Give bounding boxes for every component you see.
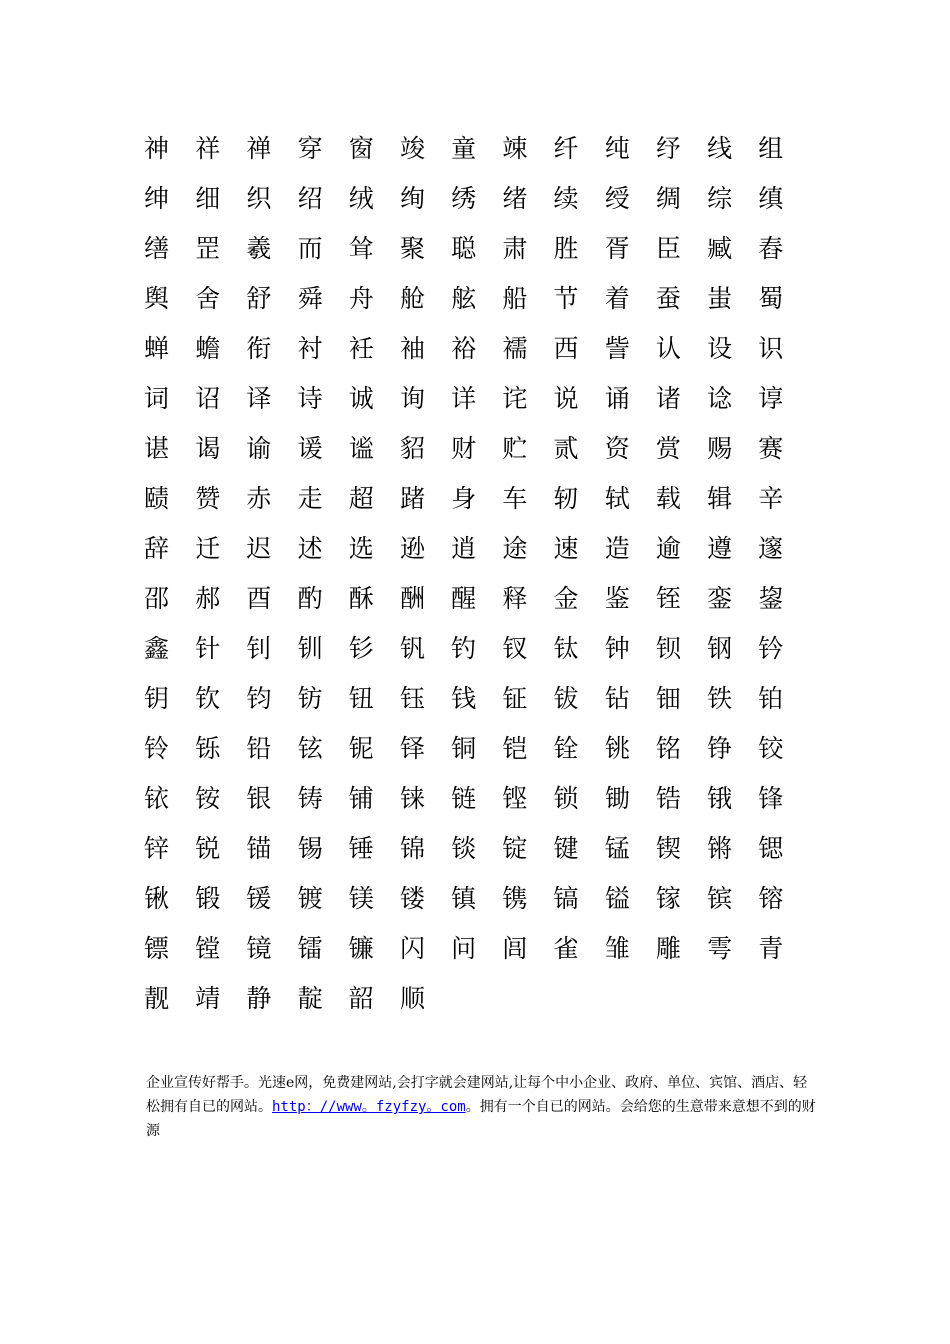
char-cell: 金 [553, 584, 579, 613]
char-row [144, 924, 824, 974]
char-cell: 钦 [195, 684, 221, 713]
char-cell: 禅 [246, 134, 272, 163]
char-cell: 訾 [604, 334, 630, 363]
char-cell: 铚 [655, 584, 681, 613]
char-cell: 遵 [707, 534, 733, 563]
footer-paragraph [146, 1071, 816, 1143]
footer-text-after: 。拥有一个自已的网站。会给您的生意带来意想不到的财源 [146, 1099, 816, 1139]
char-cell: 钲 [502, 684, 528, 713]
char-cell: 诧 [502, 384, 528, 413]
char-cell: 铅 [246, 734, 272, 763]
char-cell: 钻 [604, 684, 630, 713]
char-cell: 钰 [399, 684, 425, 713]
char-cell: 辑 [707, 484, 733, 513]
char-cell: 衔 [246, 334, 272, 363]
char-cell: 诸 [655, 384, 681, 413]
char-row [144, 524, 824, 574]
footer-text-before: 企业宣传好帮手。光速e网，免费建网站,会打字就会建网站,让每个中小企业、政府、单位、宾馆、酒店、轻松拥有自已的网站。 [146, 1075, 808, 1115]
char-cell: 钫 [297, 684, 323, 713]
char-cell: 钱 [451, 684, 477, 713]
char-cell: 速 [553, 534, 579, 563]
char-row [144, 124, 824, 174]
char-cell: 镔 [707, 884, 733, 913]
char-cell: 闾 [502, 934, 528, 963]
char-cell: 钢 [707, 634, 733, 663]
char-cell: 铜 [451, 734, 477, 763]
char-cell: 线 [707, 134, 733, 163]
char-cell: 郝 [195, 584, 221, 613]
char-cell: 谆 [758, 384, 784, 413]
char-cell: 镌 [502, 884, 528, 913]
char-cell: 铮 [707, 734, 733, 763]
char-cell: 钛 [553, 634, 579, 663]
char-cell: 闪 [399, 934, 425, 963]
char-cell: 锶 [758, 834, 784, 863]
char-cell: 舍 [195, 284, 221, 313]
char-cell: 锲 [655, 834, 681, 863]
char-cell: 综 [707, 184, 733, 213]
char-cell: 铰 [758, 734, 784, 763]
footer-link[interactable]: http：//www。fzyfzy。com [272, 1099, 466, 1115]
char-cell: 蚕 [655, 284, 681, 313]
char-cell: 述 [297, 534, 323, 563]
char-cell: 赏 [655, 434, 681, 463]
char-cell: 衽 [348, 334, 374, 363]
char-cell: 酌 [297, 584, 323, 613]
char-row [144, 874, 824, 924]
char-cell: 舂 [758, 234, 784, 263]
char-cell: 诗 [297, 384, 323, 413]
char-cell: 铫 [604, 734, 630, 763]
char-cell: 罡 [195, 234, 221, 263]
char-cell: 衬 [297, 334, 323, 363]
char-row [144, 374, 824, 424]
char-cell: 肃 [502, 234, 528, 263]
char-cell: 铿 [502, 784, 528, 813]
char-row [144, 824, 824, 874]
char-cell: 镇 [451, 884, 477, 913]
char-cell: 静 [246, 984, 272, 1013]
char-cell: 载 [655, 484, 681, 513]
char-cell: 铂 [758, 684, 784, 713]
char-cell: 绶 [604, 184, 630, 213]
char-row [144, 774, 824, 824]
char-cell: 选 [348, 534, 374, 563]
char-cell: 镭 [297, 934, 323, 963]
char-cell: 舟 [348, 284, 374, 313]
char-cell: 镓 [655, 884, 681, 913]
char-cell: 词 [144, 384, 170, 413]
char-cell: 西 [553, 334, 579, 363]
char-cell: 锹 [144, 884, 170, 913]
char-cell: 钏 [297, 634, 323, 663]
char-cell: 绪 [502, 184, 528, 213]
char-cell: 钡 [655, 634, 681, 663]
char-cell: 财 [451, 434, 477, 463]
char-cell: 键 [553, 834, 579, 863]
char-row [144, 224, 824, 274]
char-cell: 蟾 [195, 334, 221, 363]
char-row [144, 674, 824, 724]
char-row [144, 474, 824, 524]
char-cell: 辞 [144, 534, 170, 563]
char-cell: 资 [604, 434, 630, 463]
char-cell: 组 [758, 134, 784, 163]
char-cell: 铨 [553, 734, 579, 763]
char-cell: 酉 [246, 584, 272, 613]
char-cell: 钐 [348, 634, 374, 663]
char-cell: 锭 [502, 834, 528, 863]
char-cell: 锤 [348, 834, 374, 863]
char-cell: 绣 [451, 184, 477, 213]
char-cell: 走 [297, 484, 323, 513]
char-cell: 着 [604, 284, 630, 313]
char-cell: 耸 [348, 234, 374, 263]
char-cell: 窗 [348, 134, 374, 163]
char-cell: 铸 [297, 784, 323, 813]
char-cell: 识 [758, 334, 784, 363]
char-cell: 锡 [297, 834, 323, 863]
char-cell: 谕 [246, 434, 272, 463]
char-cell: 译 [246, 384, 272, 413]
char-cell: 镗 [195, 934, 221, 963]
char-cell: 镖 [144, 934, 170, 963]
char-cell: 胥 [604, 234, 630, 263]
char-cell: 锾 [246, 884, 272, 913]
char-cell: 邵 [144, 584, 170, 613]
char-cell: 绚 [399, 184, 425, 213]
char-cell: 绍 [297, 184, 323, 213]
char-cell: 纾 [655, 134, 681, 163]
char-cell: 铉 [297, 734, 323, 763]
char-row [144, 324, 824, 374]
char-cell: 镰 [348, 934, 374, 963]
char-cell: 逊 [399, 534, 425, 563]
char-cell: 询 [399, 384, 425, 413]
char-cell: 钧 [246, 684, 272, 713]
char-cell: 舆 [144, 284, 170, 313]
char-cell: 蚩 [707, 284, 733, 313]
char-cell: 造 [604, 534, 630, 563]
char-cell: 醒 [451, 584, 477, 613]
char-cell: 钒 [399, 634, 425, 663]
character-grid [144, 124, 824, 1024]
char-cell: 缮 [144, 234, 170, 263]
char-cell: 舱 [399, 284, 425, 313]
char-cell: 迁 [195, 534, 221, 563]
char-cell: 雏 [604, 934, 630, 963]
char-cell: 赜 [144, 484, 170, 513]
char-cell: 铎 [399, 734, 425, 763]
char-cell: 迟 [246, 534, 272, 563]
char-cell: 绅 [144, 184, 170, 213]
char-cell: 赤 [246, 484, 272, 513]
char-cell: 神 [144, 134, 170, 163]
char-cell: 银 [246, 784, 272, 813]
char-cell: 超 [348, 484, 374, 513]
char-cell: 详 [451, 384, 477, 413]
char-cell: 锄 [604, 784, 630, 813]
char-cell: 赞 [195, 484, 221, 513]
char-cell: 貂 [399, 434, 425, 463]
char-cell: 锰 [604, 834, 630, 863]
char-cell: 镕 [758, 884, 784, 913]
char-row [144, 174, 824, 224]
char-cell: 锦 [399, 834, 425, 863]
char-cell: 轼 [604, 484, 630, 513]
char-cell: 说 [553, 384, 579, 413]
char-cell: 锇 [707, 784, 733, 813]
char-cell: 赐 [707, 434, 733, 463]
char-cell: 铵 [195, 784, 221, 813]
char-cell: 链 [451, 784, 477, 813]
char-cell: 钊 [246, 634, 272, 663]
char-cell: 钿 [655, 684, 681, 713]
char-cell: 酬 [399, 584, 425, 613]
char-cell: 车 [502, 484, 528, 513]
char-cell: 舷 [451, 284, 477, 313]
char-cell: 织 [246, 184, 272, 213]
char-cell: 钹 [553, 684, 579, 713]
char-cell: 赛 [758, 434, 784, 463]
char-cell: 胜 [553, 234, 579, 263]
char-cell: 逍 [451, 534, 477, 563]
char-cell: 钟 [604, 634, 630, 663]
char-cell: 钮 [348, 684, 374, 713]
char-cell: 钤 [758, 634, 784, 663]
char-cell: 绸 [655, 184, 681, 213]
char-cell: 贮 [502, 434, 528, 463]
char-cell: 谒 [195, 434, 221, 463]
char-cell: 舒 [246, 284, 272, 313]
char-cell: 纯 [604, 134, 630, 163]
char-cell: 锋 [758, 784, 784, 813]
char-cell: 缜 [758, 184, 784, 213]
char-cell: 锆 [655, 784, 681, 813]
char-cell: 踷 [399, 484, 425, 513]
char-cell: 船 [502, 284, 528, 313]
char-cell: 酥 [348, 584, 374, 613]
char-cell: 臣 [655, 234, 681, 263]
char-cell: 身 [451, 484, 477, 513]
char-cell: 针 [195, 634, 221, 663]
char-cell: 诏 [195, 384, 221, 413]
char-cell: 辛 [758, 484, 784, 513]
char-cell: 竦 [502, 134, 528, 163]
char-row [144, 974, 824, 1024]
char-cell: 臧 [707, 234, 733, 263]
char-row [144, 624, 824, 674]
char-cell: 问 [451, 934, 477, 963]
char-cell: 羲 [246, 234, 272, 263]
char-row [144, 574, 824, 624]
char-cell: 镜 [246, 934, 272, 963]
char-cell: 鋆 [758, 584, 784, 613]
char-cell: 绒 [348, 184, 374, 213]
char-cell: 鉴 [604, 584, 630, 613]
char-cell: 袖 [399, 334, 425, 363]
char-row [144, 274, 824, 324]
char-cell: 释 [502, 584, 528, 613]
char-cell: 钥 [144, 684, 170, 713]
char-cell: 蝉 [144, 334, 170, 363]
char-cell: 钗 [502, 634, 528, 663]
char-cell: 续 [553, 184, 579, 213]
char-cell: 锚 [246, 834, 272, 863]
char-cell: 镂 [399, 884, 425, 913]
char-cell: 谌 [144, 434, 170, 463]
char-row [144, 724, 824, 774]
char-cell: 襦 [502, 334, 528, 363]
char-cell: 聚 [399, 234, 425, 263]
char-cell: 铭 [655, 734, 681, 763]
char-cell: 锻 [195, 884, 221, 913]
char-cell: 钓 [451, 634, 477, 663]
char-cell: 铃 [144, 734, 170, 763]
char-cell: 铺 [348, 784, 374, 813]
char-cell: 贰 [553, 434, 579, 463]
char-cell: 轫 [553, 484, 579, 513]
char-cell: 而 [297, 234, 323, 263]
char-cell: 蜀 [758, 284, 784, 313]
char-cell: 舜 [297, 284, 323, 313]
char-row [144, 424, 824, 474]
char-cell: 铌 [348, 734, 374, 763]
char-cell: 逾 [655, 534, 681, 563]
char-cell: 雀 [553, 934, 579, 963]
char-cell: 设 [707, 334, 733, 363]
char-cell: 邃 [758, 534, 784, 563]
char-cell: 锁 [553, 784, 579, 813]
char-cell: 镒 [604, 884, 630, 913]
char-cell: 谖 [297, 434, 323, 463]
char-cell: 竣 [399, 134, 425, 163]
char-cell: 节 [553, 284, 579, 313]
char-cell: 裕 [451, 334, 477, 363]
char-cell: 细 [195, 184, 221, 213]
char-cell: 铁 [707, 684, 733, 713]
char-cell: 纤 [553, 134, 579, 163]
char-cell: 镁 [348, 884, 374, 913]
char-cell: 锵 [707, 834, 733, 863]
char-cell: 诚 [348, 384, 374, 413]
char-cell: 谂 [707, 384, 733, 413]
char-cell: 铄 [195, 734, 221, 763]
char-cell: 穿 [297, 134, 323, 163]
char-cell: 韶 [348, 984, 374, 1013]
char-cell: 镀 [297, 884, 323, 913]
char-cell: 童 [451, 134, 477, 163]
char-cell: 聪 [451, 234, 477, 263]
char-cell: 鑫 [144, 634, 170, 663]
char-cell: 认 [655, 334, 681, 363]
char-cell: 雩 [707, 934, 733, 963]
char-cell: 铼 [399, 784, 425, 813]
char-cell: 銮 [707, 584, 733, 613]
char-cell: 青 [758, 934, 784, 963]
char-cell: 锬 [451, 834, 477, 863]
char-cell: 顺 [399, 984, 425, 1013]
char-cell: 祥 [195, 134, 221, 163]
char-cell: 靓 [144, 984, 170, 1013]
char-cell: 靛 [297, 984, 323, 1013]
char-cell: 雕 [655, 934, 681, 963]
char-cell: 镐 [553, 884, 579, 913]
char-cell: 谧 [348, 434, 374, 463]
char-cell: 锌 [144, 834, 170, 863]
char-cell: 途 [502, 534, 528, 563]
char-cell: 锐 [195, 834, 221, 863]
char-cell: 铱 [144, 784, 170, 813]
char-cell: 靖 [195, 984, 221, 1013]
char-cell: 铠 [502, 734, 528, 763]
char-cell: 诵 [604, 384, 630, 413]
